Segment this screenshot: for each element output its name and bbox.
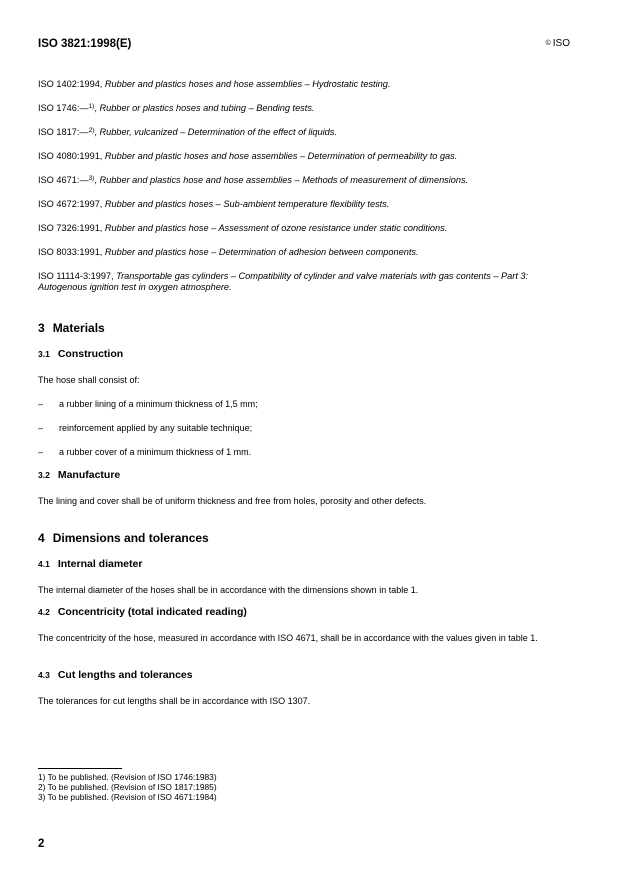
section-3-1-heading: 3.1 Construction — [38, 348, 124, 360]
list-item: – reinforcement applied by any suitable technique; — [38, 423, 253, 433]
footnote: 2) To be published. (Revision of ISO 1817:1985) — [38, 782, 217, 792]
reference-item: ISO 4671:—$^{3)}$, Rubber and plastics hose and hose assemblies – Methods of measurement of dimensions. — [38, 175, 469, 185]
section-4-1-heading: 4.1 Internal diameter — [38, 558, 143, 570]
document-id: ISO 3821:1998(E) — [38, 38, 132, 50]
reference-item: ISO 11114-3:1997, Transportable gas cylinders – Compatibility of cylinder and valve materials with gas contents – Part 3: Autogenous ignition test in oxygen atmosphere. — [38, 271, 529, 292]
copyright-notice — [546, 38, 570, 49]
reference-item: ISO 8033:1991, Rubber and plastics hose – Determination of adhesion between components. — [38, 247, 419, 257]
reference-item: ISO 4080:1991, Rubber and plastic hoses and hose assemblies – Determination of permeability to gas. — [38, 151, 458, 161]
reference-item: ISO 1817:—$^{2)}$, Rubber, vulcanized – Determination of the effect of liquids. — [38, 127, 337, 137]
manufacture-text: The lining and cover shall be of uniform thickness and free from holes, porosity and other defects. — [38, 496, 427, 506]
reference-item: ISO 7326:1991, Rubber and plastics hose – Assessment of ozone resistance under static conditions. — [38, 223, 448, 233]
list-item: – a rubber lining of a minimum thickness of 1,5 mm; — [38, 399, 258, 409]
footnote: 3) To be published. (Revision of ISO 4671:1984) — [38, 792, 217, 802]
section-3-2-heading: 3.2 Manufacture — [38, 469, 121, 481]
footnotes — [38, 772, 578, 802]
construction-intro: The hose shall consist of: — [38, 375, 140, 385]
copyright-owner: ISO — [552, 38, 570, 49]
reference-item: ISO 4672:1997, Rubber and plastics hoses – Sub-ambient temperature flexibility tests. — [38, 199, 390, 209]
footnote-separator — [38, 768, 122, 769]
reference-list — [38, 79, 573, 306]
reference-item: ISO 1402:1994, Rubber and plastics hoses and hose assemblies – Hydrostatic testing. — [38, 79, 391, 89]
copyright-symbol: © — [545, 40, 551, 47]
list-item: – a rubber cover of a minimum thickness of 1 mm. — [38, 447, 252, 457]
footnote: 1) To be published. (Revision of ISO 1746:1983) — [38, 772, 217, 782]
concentricity-text: The concentricity of the hose, measured in accordance with ISO 4671, shall be in accordance with the values given in table 1. — [38, 633, 538, 643]
section-4-3-heading: 4.3 Cut lengths and tolerances — [38, 669, 193, 681]
reference-item: ISO 1746:—$^{1)}$, Rubber or plastics hoses and tubing – Bending tests. — [38, 103, 315, 113]
page-number: 2 — [38, 838, 45, 850]
cut-lengths-text: The tolerances for cut lengths shall be in accordance with ISO 1307. — [38, 696, 311, 706]
section-4-heading: 4 Dimensions and tolerances — [38, 531, 209, 545]
internal-diameter-text: The internal diameter of the hoses shall be in accordance with the dimensions shown in table 1. — [38, 585, 419, 595]
section-4-2-heading: 4.2 Concentricity (total indicated reading) — [38, 606, 247, 618]
section-3-heading: 3 Materials — [38, 321, 105, 335]
